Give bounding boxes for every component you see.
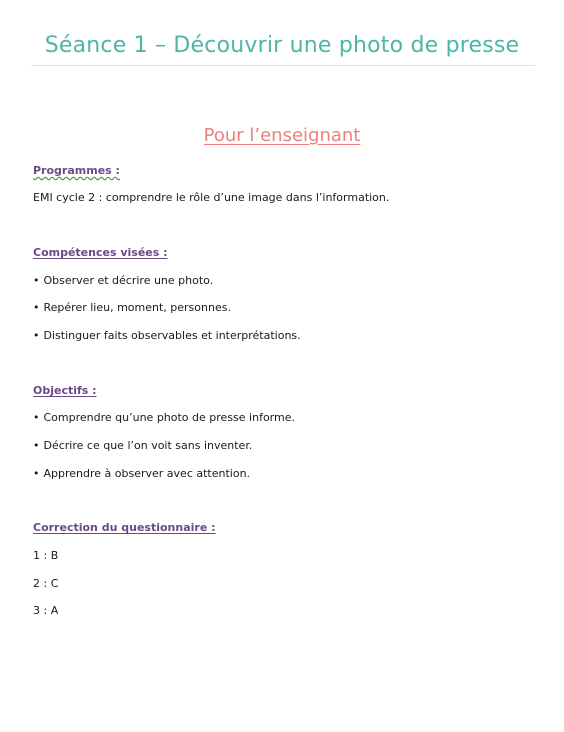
list-item [33,301,231,314]
answer-3: 3 : A [33,604,59,617]
bullet-icon: • [33,411,40,424]
competence-item-3: Distinguer faits observables et interprétations. [43,329,301,342]
bullet-icon: • [33,274,40,287]
list-item [33,329,301,342]
programmes-label: Programmes : [33,164,120,177]
correction-label: Correction du questionnaire : [33,521,216,534]
programmes-text: EMI cycle 2 : comprendre le rôle d’une image dans l’information. [33,191,390,204]
answer-1: 1 : B [33,549,59,562]
bullet-icon: • [33,301,40,314]
bullet-icon: • [33,329,40,342]
bullet-icon: • [33,467,40,480]
title-divider [31,65,535,66]
list-item [33,274,213,287]
objectif-item-3: Apprendre à observer avec attention. [43,467,251,480]
bullet-icon: • [33,439,40,452]
list-item [33,411,295,424]
answer-2: 2 : C [33,577,59,590]
document-title: Séance 1 – Découvrir une photo de presse [44,33,520,58]
list-item [33,467,250,480]
competences-label: Compétences visées : [33,246,168,259]
objectif-item-2: Décrire ce que l’on voit sans inventer. [43,439,253,452]
objectifs-label: Objectifs : [33,384,97,397]
section-heading-teacher: Pour l’enseignant [203,125,361,146]
list-item [33,439,252,452]
competence-item-1: Observer et décrire une photo. [43,274,214,287]
competence-item-2: Repérer lieu, moment, personnes. [43,301,231,314]
objectif-item-1: Comprendre qu’une photo de presse informe. [43,411,295,424]
